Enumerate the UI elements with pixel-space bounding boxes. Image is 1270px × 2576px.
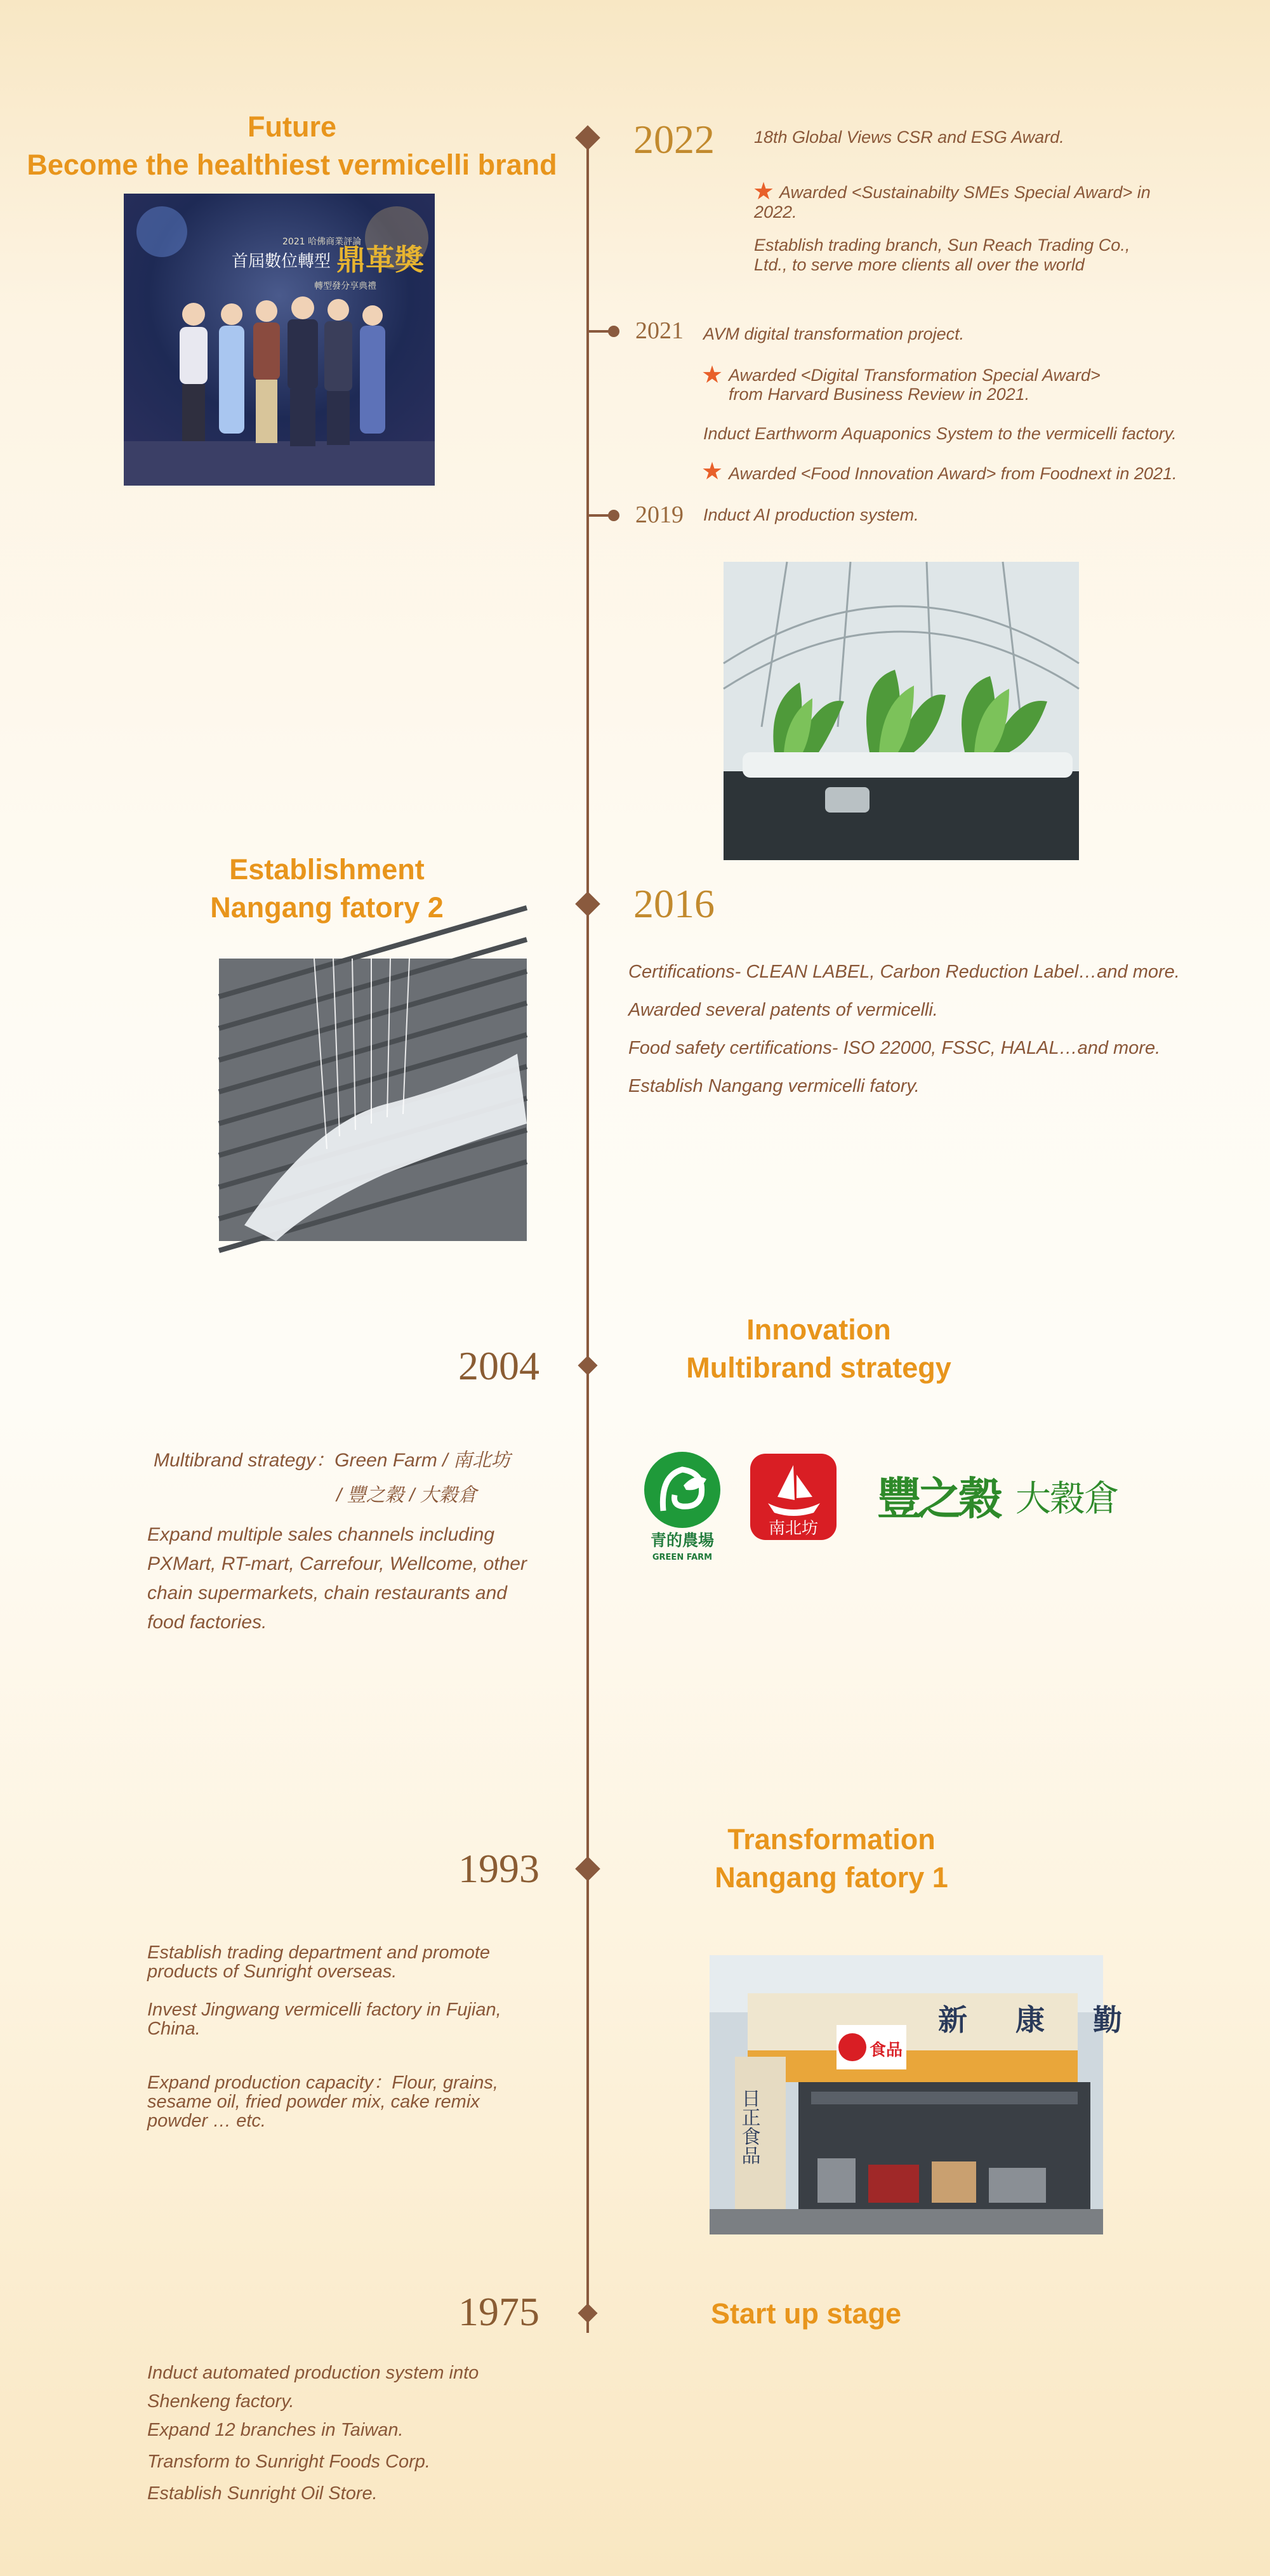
year-2022: 2022: [633, 117, 715, 162]
year-2016: 2016: [633, 881, 715, 926]
item-1993-expand-b: sesame oil, fried powder mix, cake remix: [147, 2092, 480, 2112]
item-1993-expand-a: Expand production capacity：Flour, grains,: [147, 2073, 498, 2093]
item-2016-establish: Establish Nangang vermicelli fatory.: [628, 1076, 920, 1096]
banner-text-3: 鼎革獎: [336, 242, 424, 277]
item-2022-branch-b: Ltd., to serve more clients all over the world: [754, 255, 1085, 274]
item-2021-aquaponics: Induct Earthworm Aquaponics System to the vermicelli factory.: [703, 424, 1177, 443]
nanbeifang-text: 南北坊: [768, 1519, 819, 1538]
channels-line: PXMart, RT-mart, Carrefour, Wellcome, other: [147, 1553, 527, 1574]
year-2004: 2004: [458, 1343, 539, 1388]
establishment-title: Establishment: [229, 853, 425, 886]
transformation-title: Transformation: [727, 1823, 936, 1856]
item-2016-patents: Awarded several patents of vermicelli.: [628, 1000, 938, 1020]
channels-line: chain supermarkets, chain restaurants and: [147, 1583, 507, 1603]
timeline-line: [586, 130, 589, 2333]
nanbeifang-logo: [749, 1452, 838, 1541]
channels-line: Expand multiple sales channels including: [147, 1524, 495, 1545]
item-2004-channels: [147, 1520, 527, 1637]
year-2021: 2021: [635, 317, 684, 344]
channels-line: food factories.: [147, 1612, 267, 1633]
fengzhigu-text: 豐之穀: [877, 1472, 999, 1525]
item-1975-branches: Expand 12 branches in Taiwan.: [147, 2420, 404, 2440]
item-2021-avm: AVM digital transformation project.: [703, 324, 965, 343]
factory-photo: [710, 1955, 1142, 2234]
establishment-heading: [121, 851, 533, 927]
timeline-marker-2022: [575, 125, 600, 150]
innovation-heading: [660, 1311, 977, 1387]
year-1975: 1975: [458, 2289, 539, 2334]
item-2021-award1-b: from Harvard Business Review in 2021.: [729, 385, 1030, 404]
star-icon: ★: [753, 178, 775, 205]
factory-sign-text: 新 康 勤: [938, 2003, 1142, 2037]
transformation-heading: [660, 1821, 1003, 1897]
item-2022-award-a: Awarded <Sustainabilty SMEs Special Award> in: [779, 183, 1151, 202]
star-icon: ★: [701, 362, 724, 388]
daguchang-text: 大穀倉: [1015, 1478, 1118, 1520]
transformation-subtitle: Nangang fatory 1: [715, 1861, 948, 1894]
factory-vertical-sign: 日正食品: [738, 2088, 760, 2165]
item-1993-trade-a: Establish trading department and promote: [147, 1942, 491, 1963]
future-title: Future: [248, 110, 336, 143]
item-1975-automation-a: Induct automated production system into: [147, 2363, 479, 2383]
timeline-marker-2016: [575, 891, 600, 917]
year-2019: 2019: [635, 501, 684, 528]
banner-text-1: 2021 哈佛商業評論: [282, 237, 362, 247]
item-2019-ai: Induct AI production system.: [703, 505, 919, 524]
item-1993-expand-c: powder … etc.: [147, 2111, 266, 2131]
item-1993-trade-b: products of Sunright overseas.: [147, 1962, 397, 1982]
fengzhigu-logo: [877, 1460, 999, 1536]
innovation-subtitle: Multibrand strategy: [686, 1351, 951, 1384]
future-heading: [25, 108, 559, 184]
green-farm-cn: 青的農場: [650, 1531, 715, 1550]
daguchang-logo: [1015, 1471, 1168, 1522]
item-2022-award-b: 2022.: [754, 202, 797, 222]
item-1975-transform: Transform to Sunright Foods Corp.: [147, 2452, 430, 2472]
item-1975-automation-b: Shenkeng factory.: [147, 2391, 294, 2412]
item-2021-award1-a: Awarded <Digital Transformation Special Award>: [729, 366, 1101, 385]
item-2021-award2: Awarded <Food Innovation Award> from Foodnext in 2021.: [729, 464, 1177, 483]
future-subtitle: Become the healthiest vermicelli brand: [27, 149, 557, 181]
item-1993-invest-a: Invest Jingwang vermicelli factory in Fujian,: [147, 2000, 501, 2020]
banner-text-2: 首屆數位轉型: [232, 252, 331, 271]
item-1975-oil-store: Establish Sunright Oil Store.: [147, 2483, 378, 2504]
item-2004-brands-b: / 豐之穀 / 大穀倉: [336, 1485, 477, 1506]
item-2016-certifications: Certifications- CLEAN LABEL, Carbon Reduction Label…and more.: [628, 962, 1180, 982]
greenhouse-lettuce-photo: [724, 562, 1079, 860]
star-icon: ★: [701, 458, 724, 485]
green-farm-logo: [638, 1451, 727, 1565]
timeline-dot-2021: [608, 326, 619, 337]
green-farm-en: GREEN FARM: [652, 1553, 713, 1562]
award-ceremony-photo: [124, 194, 435, 486]
item-1993-invest-b: China.: [147, 2019, 201, 2039]
vermicelli-photo: [219, 959, 527, 1241]
year-1993: 1993: [458, 1846, 539, 1891]
item-2022-global-views: 18th Global Views CSR and ESG Award.: [754, 128, 1064, 147]
establishment-subtitle: Nangang fatory 2: [210, 891, 444, 924]
timeline-dot-2019: [608, 510, 619, 521]
factory-sign-logo: 食品: [870, 2041, 903, 2060]
item-2022-branch-a: Establish trading branch, Sun Reach Trading Co.,: [754, 236, 1130, 255]
item-2004-brands-a: Multibrand strategy：Green Farm / 南北坊: [154, 1450, 510, 1471]
timeline-marker-2004: [578, 1355, 597, 1375]
timeline-marker-1975: [578, 2303, 597, 2323]
innovation-title: Innovation: [746, 1313, 891, 1346]
item-2016-food-safety: Food safety certifications- ISO 22000, FSSC, HALAL…and more.: [628, 1038, 1161, 1058]
timeline-marker-1993: [575, 1856, 600, 1882]
startup-heading: Start up stage: [710, 2297, 902, 2330]
banner-text-4: 轉型發分享典禮: [314, 281, 376, 291]
